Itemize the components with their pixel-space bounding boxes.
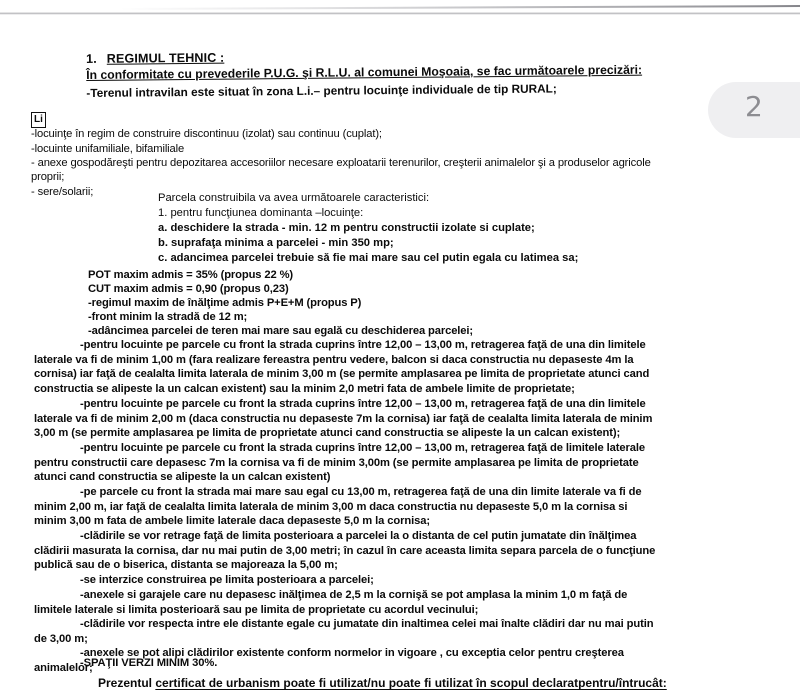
rule-3-line-2: pentru constructii care depasesc 7m la cornisa va fi de minim 3,00m (se permite amplasarea pe limita de proprietate xyxy=(34,456,639,469)
rule-3-line-3: atunci cand constructia se alipeste la un calcan existent) xyxy=(34,471,331,484)
parcel-block-heading: Parcela construibila va avea următoarele caracteristici: xyxy=(158,192,430,204)
rule-4-line-2: minim 2,00 m, iar faţă de cealalta limita laterala de minim 3,00 m daca constructia nu depaseste 5,0 m la cornisa si xyxy=(34,500,628,513)
rule-paragraph-3 xyxy=(34,441,778,485)
rule-1-line-1: -pentru locuinte pe parcele cu front la strada cuprins între 12,00 – 13,00 m, retragerea faţă de una din limitele xyxy=(80,339,646,351)
rule-paragraph-2 xyxy=(34,397,778,441)
rule-1-line-2: laterale va fi de minim 1,00 m (fara realizare fereastra pentru vedere, balcon si daca constructia nu depaseste 4m la xyxy=(34,353,634,366)
section-heading-block xyxy=(86,45,786,100)
rule-10-line-1: -SPAŢII VERZI MINIM 30%. xyxy=(80,657,218,669)
zone-use-line-2: -locuinte unifamiliale, bifamiliale xyxy=(31,143,185,155)
rule-6-line-1: -se interzice construirea pe limita posterioara a parcelei; xyxy=(80,574,374,586)
parcel-item-c: c. adancimea parcelei trebuie să fie mai mare sau cel putin egala cu latimea sa; xyxy=(158,252,579,264)
rule-7-line-1: -anexele si garajele care nu depasesc inălţimea de 2,5 m la cornişă se pot amplasa la minim 1,0 m faţă de xyxy=(80,589,628,601)
rule-9-line-2: animalelor; xyxy=(34,661,93,674)
rule-8-line-1: -clădirile vor respecta intre ele distante egale cu jumatate din inaltimea celei mai înalte clădiri dar nu mai putin xyxy=(80,618,654,630)
zone-use-line-4: proprii; xyxy=(31,171,65,183)
rule-paragraph-10 xyxy=(34,656,778,671)
rule-1-line-4: constructia se alipeste la un calcan existent) sau la minim 2,0 metri fata de ambele limite de proprietate; xyxy=(34,382,575,395)
rule-paragraph-8 xyxy=(34,617,778,646)
rule-paragraph-7 xyxy=(34,588,778,617)
zone-use-line-3: - anexe gospodăreşti pentru depozitarea accesoriilor necesare exploatarii terenurilor, creşterii animalelor şi a produselor agricole xyxy=(31,157,651,169)
zone-code-tag: Li xyxy=(31,112,46,128)
parcel-item-1: 1. pentru funcţiunea dominanta –locuinţe: xyxy=(158,207,364,219)
rule-2-line-1: -pentru locuinte pe parcele cu front la strada cuprins între 12,00 – 13,00 m, retragerea faţă de una din limitele xyxy=(80,398,646,410)
section-subtitle: În conformitate cu prevederile P.U.G. şi R.L.U. al comunei Moşoaia, se fac următoarele precizări: xyxy=(86,62,643,82)
parcel-item-b: b. suprafaţa minima a parcelei - min 350 mp; xyxy=(158,237,394,249)
index-parcel-depth: -adâncimea parcelei de teren mai mare sau egală cu deschiderea parcelei; xyxy=(88,325,473,337)
index-min-front: -front minim la stradă de 12 m; xyxy=(88,311,248,323)
index-cut: CUT maxim admis = 0,90 (propus 0,23) xyxy=(88,283,289,295)
rule-5-line-1: -clădirile se vor retrage faţă de limita posterioara a parcelei la o distanta de cel putin jumatate din înălţimea xyxy=(80,530,637,542)
footer-statement xyxy=(98,676,667,690)
index-pot: POT maxim admis = 35% (propus 22 %) xyxy=(88,269,294,281)
rule-paragraph-1 xyxy=(34,338,778,396)
section-intro: -Terenul intravilan este situat în zona L.i.– pentru locuinţe individuale de tip RURAL; xyxy=(86,81,557,100)
rule-1-line-3: cornisa) iar faţă de cealalta limita laterala de minim 3,00 m (se permite amplasarea pe limita de proprietate atunci cand xyxy=(34,368,650,381)
rule-2-line-2: laterale va fi de minim 2,00 m (daca constructia nu depaseste 7m la cornisa) iar faţă de cealalta limita laterala de minim xyxy=(34,412,653,425)
rule-4-line-1: -pe parcele cu front la strada mai mare sau egal cu 13,00 m, retragerea faţă de una din limite laterale va fi de xyxy=(80,486,642,498)
rule-paragraph-4 xyxy=(34,485,778,529)
section-number: 1. xyxy=(86,51,97,66)
index-height-regime: -regimul maxim de înălţime admis P+E+M (propus P) xyxy=(88,297,362,309)
rule-paragraph-6 xyxy=(34,573,778,588)
rule-3-line-1: -pentru locuinte pe parcele cu front la strada cuprins între 12,00 – 13,00 m, retragerea faţă de limitele laterale xyxy=(80,442,645,454)
rule-paragraph-5 xyxy=(34,529,778,573)
section-title: REGIMUL TEHNIC : xyxy=(106,50,225,66)
rule-5-line-3: publică sau de o biserica, distanta se majoreaza la 5,00 m; xyxy=(34,559,338,572)
rule-5-line-2: clădirii masurata la cornisa, dar nu mai putin de 3,00 metri; în cazul în care aceasta limita separa parcela de o funcţiune xyxy=(34,544,656,557)
footer-prefix: Prezentul xyxy=(98,676,156,690)
rule-2-line-3: 3,00 m (se permite amplasarea pe limita de proprietate atunci cand constructia se alipeste la un calcan existent); xyxy=(34,427,621,440)
page-number: 2 xyxy=(745,90,764,123)
zone-use-line-1: -locuinţe în regim de construire discontinuu (izolat) sau continuu (cuplat); xyxy=(31,128,382,140)
rule-9-line-1: -anexele se pot alipi clădirilor existente conform normelor in vigoare , cu exceptia celor pentru creşterea xyxy=(80,647,624,659)
zone-use-line-5: - sere/solarii; xyxy=(31,186,94,198)
parcel-item-a: a. deschidere la strada - min. 12 m pentru constructii izolate si cuplate; xyxy=(158,222,535,234)
rule-8-line-2: de 3,00 m; xyxy=(34,632,88,645)
rule-4-line-3: minim 3,00 m fata de ambele limite laterale daca depaseste 5,0 m la cornisa; xyxy=(34,515,430,528)
footer-underlined-text: certificat de urbanism poate fi utilizat/nu poate fi utilizat în scopul declaratpentru/întrucât: xyxy=(155,676,667,690)
rule-7-line-2: limitele laterale si limita posterioară sau pe limita de proprietate cu acordul vecinului; xyxy=(34,603,479,616)
